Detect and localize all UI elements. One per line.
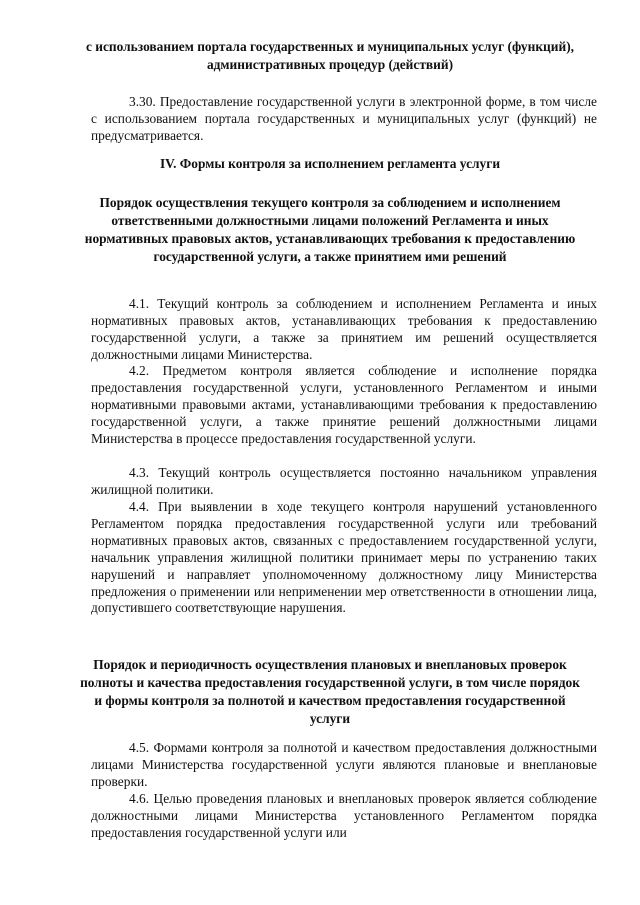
section-title: IV. Формы контроля за исполнением регламента услуги [159,156,501,171]
paragraph-4-1: 4.1. Текущий контроль за соблюдением и исполнением Регламента и иных нормативных правовых актов, устанавливающих требования к предоставлению государственной услуги, а также за принятием им решений осуществляется должностными лицами Министерства. [91,296,597,362]
paragraph-4-2: 4.2. Предметом контроля является соблюдение и исполнение порядка предоставления государственной услуги, установленного Регламентом и иными нормативными правовыми актами, устанавливающими требования к предоставлению государственной услуги, а также принятие решений должностными лицами Министерства в процессе предоставления государственной услуги. [91,363,597,446]
paragraph-4-5: 4.5. Формами контроля за полнотой и качеством предоставления должностными лицами Министерства государственной услуги являются плановые и внеплановые проверки. [91,740,597,789]
paragraph-3-30: 3.30. Предоставление государственной услуги в электронной форме, в том числе с использованием портала государственных и муниципальных услуг (функций) не предусматривается. [91,94,597,143]
paragraph-4-6: 4.6. Целью проведения плановых и внеплановых проверок является соблюдение должностными лицами Министерства установленного Регламентом порядка предоставления государственной услуги или [91,791,597,840]
paragraph-4-3: 4.3. Текущий контроль осуществляется постоянно начальником управления жилищной политики. [91,465,597,497]
subheading-inspections: Порядок и периодичность осуществления плановых и внеплановых проверок полноты и качества предоставления государственной услуги, в том числе порядок и формы контроля за полнотой и качеством предоставления государственной услуги [80,657,580,726]
paragraph-4-4: 4.4. При выявлении в ходе текущего контроля нарушений установленного Регламентом порядка предоставления государственной услуги или требований нормативных правовых актов, связанных с предоставлением государственной услуги, начальник управления жилищной политики принимает меры по устранению таких нарушений и направляет уполномоченному должностному лицу Министерства предложения о применении или неприменении мер ответственности в отношении лица, допустившего соответствующие нарушения. [91,499,597,616]
top-heading: с использованием портала государственных и муниципальных услуг (функций), административных процедур (действий) [85,39,574,72]
subheading-current-control: Порядок осуществления текущего контроля за соблюдением и исполнением ответственными должностными лицами положений Регламента и иных нормативных правовых актов, устанавливающих требования к предоставлению государственной услуги, а также принятием ими решений [84,195,576,264]
